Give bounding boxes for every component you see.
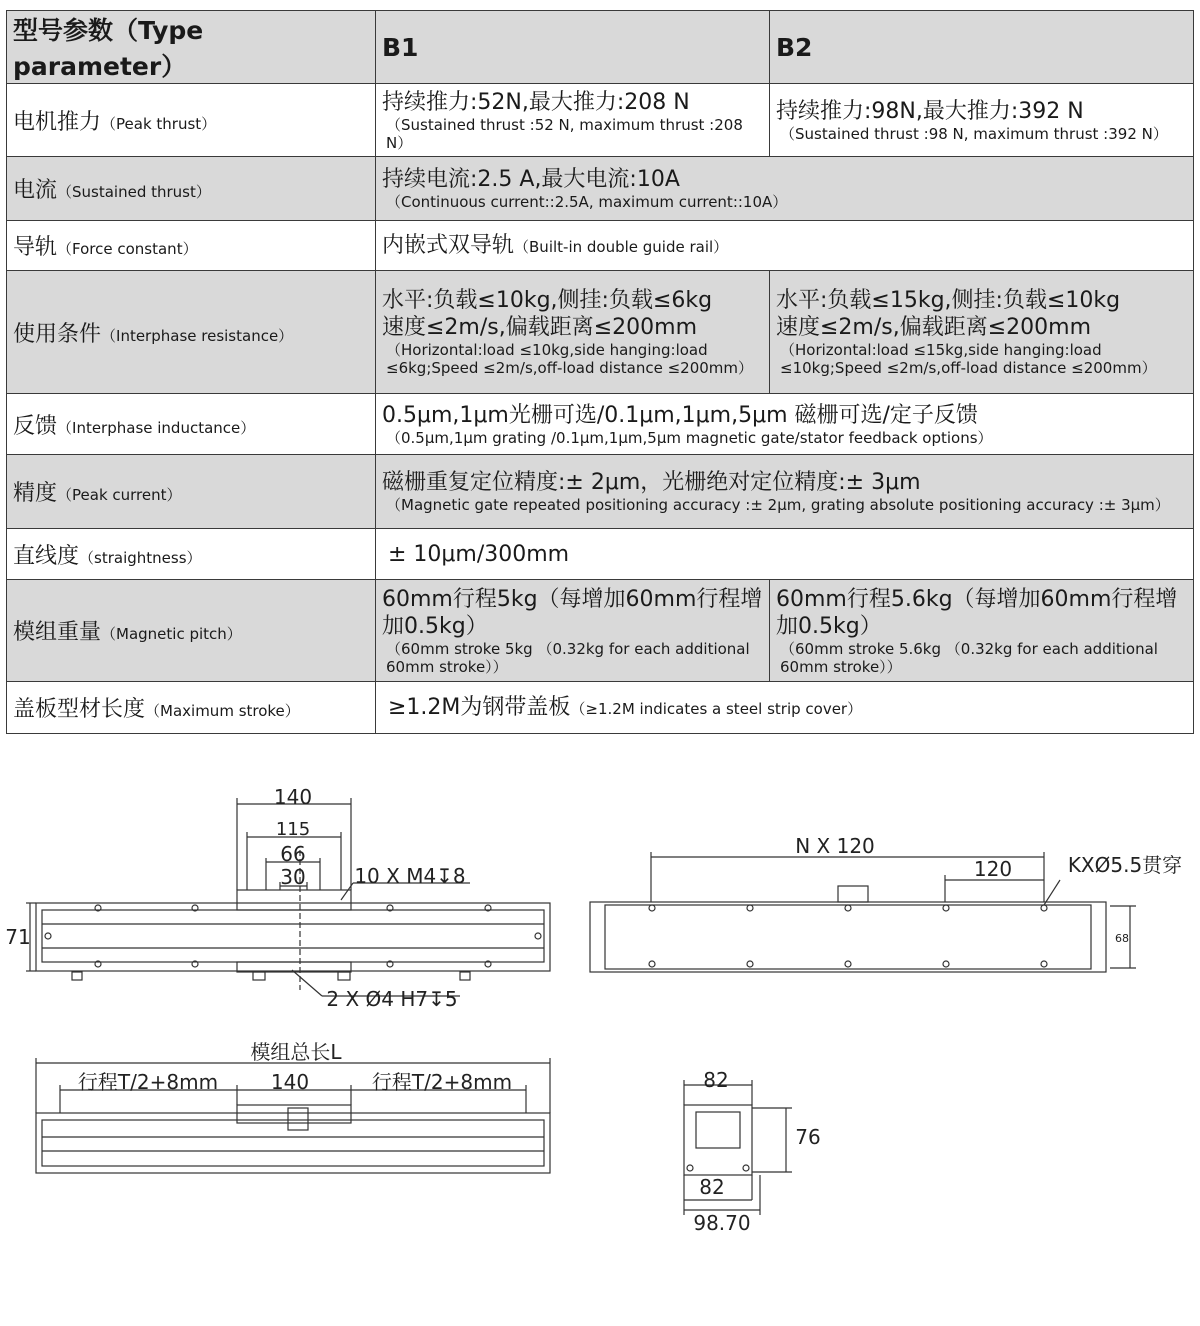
dim-68: 68 <box>1115 932 1129 945</box>
row-precision <box>7 455 1194 529</box>
dim-140: 140 <box>273 785 313 809</box>
row-rail <box>7 221 1194 271</box>
dim-82-bottom: 82 <box>699 1175 725 1199</box>
b2-header: B2 <box>770 11 1194 84</box>
row-conditions <box>7 271 1194 394</box>
dim-stroke-right: 行程T/2+8mm <box>371 1070 513 1094</box>
front-holes-note: 10 X M4↧8 <box>354 864 466 888</box>
header-row <box>7 11 1194 84</box>
technical-drawings <box>0 740 1200 1300</box>
conditions-b1: 水平:负载≤10kg,侧挂:负载≤6kg 速度≤2m/s,偏载距离≤200mm （Horizontal:load ≤10kg,side hanging:load ≤6kg;Speed ≤2m/s,off-load distance ≤200mm） <box>376 271 770 394</box>
row-cover <box>7 682 1194 734</box>
label-weight: 模组重量（Magnetic pitch） <box>7 580 376 682</box>
current-value: 持续电流:2.5 A,最大电流:10A （Continuous current::2.5A, maximum current::10A） <box>376 157 1194 221</box>
label-precision: 精度（Peak current） <box>7 455 376 529</box>
dim-71: 71 <box>5 925 31 949</box>
top-view <box>590 852 1136 972</box>
label-feedback: 反馈（Interphase inductance） <box>7 394 376 455</box>
thrust-b2: 持续推力:98N,最大推力:392 N （Sustained thrust :98 N, maximum thrust :392 N） <box>770 84 1194 157</box>
rail-value: 内嵌式双导轨（Built-in double guide rail） <box>376 221 1194 271</box>
dim-76: 76 <box>795 1125 821 1149</box>
label-thrust: 电机推力（Peak thrust） <box>7 84 376 157</box>
top-holes-note: KXØ5.5贯穿 <box>1067 853 1183 877</box>
row-weight <box>7 580 1194 682</box>
dim-side-140: 140 <box>270 1070 310 1094</box>
dim-120: 120 <box>973 857 1013 881</box>
row-current <box>7 157 1194 221</box>
dim-stroke-left: 行程T/2+8mm <box>77 1070 219 1094</box>
cover-value: ≥1.2M为钢带盖板（≥1.2M indicates a steel strip cover） <box>376 682 1194 734</box>
straightness-value: ± 10μm/300mm <box>376 529 1194 580</box>
weight-b2: 60mm行程5.6kg（每增加60mm行程增加0.5kg） （60mm stroke 5.6kg （0.32kg for each additional 60mm stroke）） <box>770 580 1194 682</box>
row-feedback <box>7 394 1194 455</box>
label-conditions: 使用条件（Interphase resistance） <box>7 271 376 394</box>
spec-table <box>6 10 1194 734</box>
dim-66: 66 <box>280 842 306 866</box>
dim-total-length: 模组总长L <box>250 1040 342 1064</box>
label-rail: 导轨（Force constant） <box>7 221 376 271</box>
label-cover: 盖板型材长度（Maximum stroke） <box>7 682 376 734</box>
conditions-b2: 水平:负载≤15kg,侧挂:负载≤10kg 速度≤2m/s,偏载距离≤200mm （Horizontal:load ≤15kg,side hanging:load ≤10kg;Speed ≤2m/s,off-load distance ≤200mm） <box>770 271 1194 394</box>
dim-pitch: N X 120 <box>795 834 875 858</box>
dim-98-70: 98.70 <box>693 1211 751 1235</box>
feedback-value: 0.5μm,1μm光栅可选/0.1μm,1μm,5μm 磁栅可选/定子反馈 （0.5μm,1μm grating /0.1μm,1μm,5μm magnetic gate/stator feedback options） <box>376 394 1194 455</box>
thrust-b1: 持续推力:52N,最大推力:208 N （Sustained thrust :52 N, maximum thrust :208 N） <box>376 84 770 157</box>
weight-b1: 60mm行程5kg（每增加60mm行程增加0.5kg） （60mm stroke 5kg （0.32kg for each additional 60mm stroke）） <box>376 580 770 682</box>
label-current: 电流（Sustained thrust） <box>7 157 376 221</box>
front-pins-note: 2 X Ø4 H7↧5 <box>326 987 458 1011</box>
dim-30: 30 <box>280 865 306 889</box>
dim-115: 115 <box>275 819 311 840</box>
row-straightness <box>7 529 1194 580</box>
dim-82-top: 82 <box>703 1068 729 1092</box>
label-straightness: 直线度（straightness） <box>7 529 376 580</box>
row-thrust <box>7 84 1194 157</box>
precision-value: 磁栅重复定位精度:± 2μm，光栅绝对定位精度:± 3μm （Magnetic gate repeated positioning accuracy :± 2μm, grating absolute positioning accuracy :± 3μm） <box>376 455 1194 529</box>
b1-header: B1 <box>376 11 770 84</box>
param-header: 型号参数（Type parameter） <box>7 11 376 84</box>
